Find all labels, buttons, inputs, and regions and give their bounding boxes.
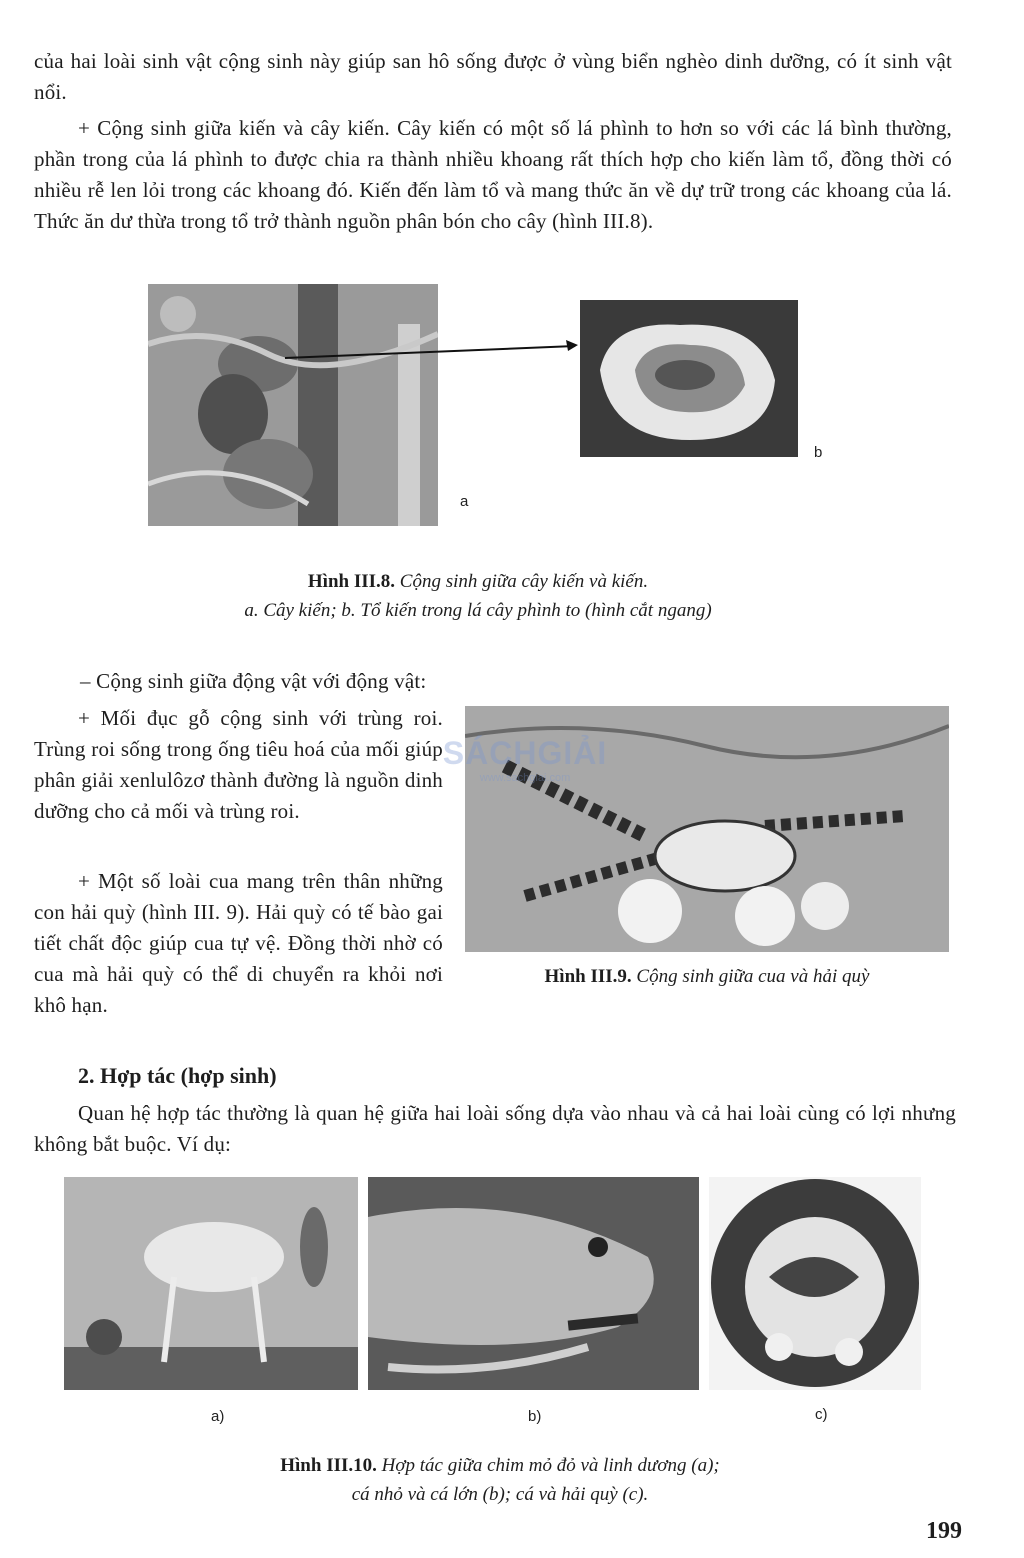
paragraph-cooperation-definition: Quan hệ hợp tác thường là quan hệ giữa hai loài sống dựa vào nhau và cả hai loài cùng có lợi nhưng không bắt buộc. Ví dụ: [34,1101,956,1156]
figure-ant-nest-cross-section-photo [580,300,798,457]
figure-8-label-a: a [460,493,469,510]
figure-8-caption-line2: a. Cây kiến; b. Tổ kiến trong lá cây phình to (hình cắt ngang) [244,600,712,621]
figure-10-caption [150,1451,850,1509]
paragraph-ant-plant-symbiosis: + Cộng sinh giữa kiến và cây kiến. Cây kiến có một số lá phình to hơn so với các lá bình thường, phần trong của lá phình to được chia ra thành nhiều khoang rất thích hợp cho kiến làm tổ, đồng thời có nhiều rễ len lỏi trong các khoang đó. Kiến đến làm tổ và mang thức ăn về dự trữ trong các khoang của lá. Thức ăn dư thừa trong tổ trở thành nguồn phân bón cho cây (hình III.8). [34,116,952,233]
paragraph-animal-animal-heading: – Cộng sinh giữa động vật với động vật: [80,669,427,693]
figure-clownfish-anemone-photo [709,1177,921,1390]
figure-oxpecker-antelope-photo [64,1177,358,1390]
figure-8-caption-line1: Cộng sinh giữa cây kiến và kiến. [399,571,649,592]
figure-9-caption-title: Hình III.9. [544,966,632,987]
paragraph-crab-anemone: + Một số loài cua mang trên thân những con hải quỳ (hình III. 9). Hải quỳ có tế bào gai tiết chất độc giúp cua tự vệ. Đồng thời nhờ có cua mà hải quỳ có thể di chuyển ra khỏi nơi khô hạn. [34,869,443,1017]
figure-9-caption [465,962,949,991]
pointer-arrow [280,330,590,370]
figure-10-caption-line2: cá nhỏ và cá lớn (b); cá và hải quỳ (c). [351,1484,649,1505]
watermark [430,735,620,784]
figure-8-caption [148,567,808,625]
figure-10-label-a: a) [211,1408,225,1425]
figure-10-caption-title: Hình III.10. [280,1455,377,1476]
figure-ant-plant-photo [148,284,438,526]
figure-10-caption-line1: Hợp tác giữa chim mỏ đỏ và linh dương (a); [381,1455,720,1476]
figure-8-label-b: b [814,444,823,461]
section-heading-cooperation: 2. Hợp tác (hợp sinh) [78,1063,277,1088]
watermark-url: www.sachgiai.com [479,772,571,784]
figure-10-label-c: c) [815,1406,828,1423]
page-number: 199 [926,1518,962,1544]
paragraph-intro-continuation: của hai loài sinh vật cộng sinh này giúp san hô sống được ở vùng biển nghèo dinh dưỡng, có ít sinh vật nổi. [34,49,952,104]
figure-9-caption-text: Cộng sinh giữa cua và hải quỳ [636,966,870,987]
watermark-brand: SÁCHGIẢI [442,735,608,771]
figure-cleaner-fish-photo [368,1177,699,1390]
paragraph-termite-flagellate: + Mối đục gỗ cộng sinh với trùng roi. Trùng roi sống trong ống tiêu hoá của mối giúp phân giải xenlulôzơ thành đường là nguồn dinh dưỡng cho cả mối và trùng roi. [34,706,443,823]
figure-8-caption-title: Hình III.8. [307,571,396,592]
figure-10-label-b: b) [528,1408,542,1425]
